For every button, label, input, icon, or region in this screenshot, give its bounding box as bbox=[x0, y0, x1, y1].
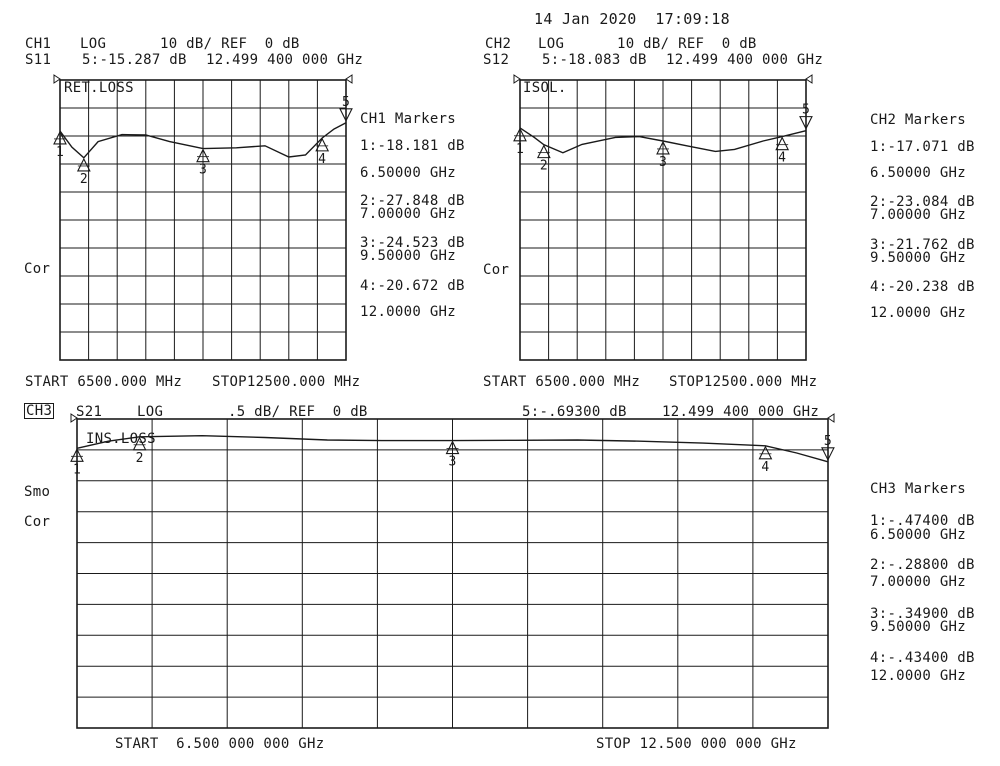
ch2-marker-4 bbox=[776, 138, 788, 150]
ch1-marker-4 bbox=[316, 139, 328, 151]
ch2-marker3-freq: 9.50000 GHz bbox=[870, 250, 967, 266]
ch2-marker-5-label: 5 bbox=[801, 102, 810, 118]
ch3-stop: STOP 12.500 000 000 GHz bbox=[596, 736, 797, 752]
ch3-marker-4-label: 4 bbox=[761, 459, 770, 475]
ch1-marker-4-label: 4 bbox=[318, 151, 326, 167]
timestamp: 14 Jan 2020 17:09:18 bbox=[534, 10, 730, 28]
ch2-marker2-freq: 7.00000 GHz bbox=[870, 207, 967, 223]
ch1-marker1-freq: 6.50000 GHz bbox=[360, 165, 457, 181]
ch3-marker-5-label: 5 bbox=[823, 433, 832, 449]
ch3-marker-3-label: 3 bbox=[448, 454, 457, 470]
ch2-ref-right-icon bbox=[806, 75, 812, 83]
ch3-marker3-freq: 9.50000 GHz bbox=[870, 619, 967, 635]
ch3-marker-2-label: 2 bbox=[135, 450, 144, 466]
ch1-marker-2-label: 2 bbox=[79, 171, 88, 187]
ch3-label: CH3 bbox=[26, 403, 53, 419]
ch3-trace-label: INS.LOSS bbox=[86, 431, 156, 447]
ch3-marker-2 bbox=[134, 438, 146, 450]
ch3-side-smo: Smo bbox=[24, 484, 51, 500]
ch3-marker2-freq: 7.00000 GHz bbox=[870, 574, 967, 590]
ch1-marker-5-label: 5 bbox=[341, 94, 350, 110]
ch1-marker3-freq: 9.50000 GHz bbox=[360, 248, 457, 264]
ch3-format: LOG bbox=[137, 404, 164, 420]
ch1-ref-right-icon bbox=[346, 75, 352, 83]
ch1-marker5-readout: 5:-15.287 dB bbox=[82, 52, 187, 68]
ch2-marker5-freq: 12.499 400 000 GHz bbox=[666, 52, 824, 68]
ch1-side-cor: Cor bbox=[24, 261, 51, 277]
ch1-marker-1-label: 1 bbox=[56, 144, 64, 160]
ch1-format: LOG bbox=[80, 36, 107, 52]
ch1-markers-title: CH1 Markers bbox=[360, 111, 457, 127]
ch3-marker4-value: 4:-.43400 dB bbox=[870, 650, 975, 666]
ch1-marker4-freq: 12.0000 GHz bbox=[360, 304, 457, 320]
ch3-start: START 6.500 000 000 GHz bbox=[115, 736, 325, 752]
ch1-marker-2 bbox=[78, 159, 90, 171]
ch2-marker-2-label: 2 bbox=[539, 158, 548, 174]
ch2-param: S12 bbox=[483, 52, 510, 68]
ch1-label: CH1 bbox=[25, 36, 52, 52]
ch3-marker5-freq: 12.499 400 000 GHz bbox=[662, 404, 820, 420]
ch2-marker-1-label: 1 bbox=[516, 141, 524, 157]
ch2-marker-3-label: 3 bbox=[659, 154, 667, 170]
ch1-ref-left-icon bbox=[54, 75, 60, 83]
ch3-param: S21 bbox=[76, 404, 103, 420]
ch3-ref-left-icon bbox=[71, 414, 77, 422]
ch2-markers-title: CH2 Markers bbox=[870, 112, 967, 128]
ch1-start: START 6500.000 MHz bbox=[25, 374, 183, 390]
ch2-format: LOG bbox=[538, 36, 565, 52]
ch2-marker4-freq: 12.0000 GHz bbox=[870, 305, 967, 321]
ch3-side-cor: Cor bbox=[24, 514, 51, 530]
ch1-param: S11 bbox=[25, 52, 52, 68]
ch1-marker5-freq: 12.499 400 000 GHz bbox=[206, 52, 364, 68]
ch3-marker1-value: 1:-.47400 dB bbox=[870, 513, 975, 529]
ch2-marker-2 bbox=[538, 146, 550, 158]
ch2-scale: 10 dB/ REF 0 dB bbox=[617, 36, 757, 52]
ch2-marker5-readout: 5:-18.083 dB bbox=[542, 52, 647, 68]
ch2-marker1-value: 1:-17.071 dB bbox=[870, 139, 975, 155]
ch1-stop: STOP12500.000 MHz bbox=[212, 374, 361, 390]
ch1-trace-label: RET.LOSS bbox=[64, 80, 134, 96]
ch3-markers-title: CH3 Markers bbox=[870, 481, 967, 497]
ch2-start: START 6500.000 MHz bbox=[483, 374, 641, 390]
ch1-marker1-value: 1:-18.181 dB bbox=[360, 138, 465, 154]
ch3-marker3-value: 3:-.34900 dB bbox=[870, 606, 975, 622]
ch3-marker4-freq: 12.0000 GHz bbox=[870, 668, 967, 684]
ch3-ref-right-icon bbox=[828, 414, 834, 422]
ch1-marker2-freq: 7.00000 GHz bbox=[360, 206, 457, 222]
ch3-marker-4 bbox=[759, 447, 771, 459]
ch3-marker-1-label: 1 bbox=[73, 462, 81, 478]
ch3-marker2-value: 2:-.28800 dB bbox=[870, 557, 975, 573]
ch2-ref-left-icon bbox=[514, 75, 520, 83]
ch1-marker-3-label: 3 bbox=[199, 162, 207, 178]
ch3-marker1-freq: 6.50000 GHz bbox=[870, 527, 967, 543]
ch2-trace-label: ISOL. bbox=[523, 80, 567, 96]
ch3-scale: .5 dB/ REF 0 dB bbox=[228, 404, 368, 420]
ch2-marker2-value: 2:-23.084 dB bbox=[870, 194, 975, 210]
ch3-marker5-readout: 5:-.69300 dB bbox=[522, 404, 627, 420]
ch2-side-cor: Cor bbox=[483, 262, 510, 278]
ch2-stop: STOP12500.000 MHz bbox=[669, 374, 818, 390]
ch2-marker-4-label: 4 bbox=[778, 150, 786, 166]
ch1-marker4-value: 4:-20.672 dB bbox=[360, 278, 465, 294]
ch2-marker4-value: 4:-20.238 dB bbox=[870, 279, 975, 295]
ch2-marker3-value: 3:-21.762 dB bbox=[870, 237, 975, 253]
ch1-marker2-value: 2:-27.848 dB bbox=[360, 193, 465, 209]
ch1-marker3-value: 3:-24.523 dB bbox=[360, 235, 465, 251]
ch2-label: CH2 bbox=[485, 36, 512, 52]
ch2-marker1-freq: 6.50000 GHz bbox=[870, 165, 967, 181]
ch1-scale: 10 dB/ REF 0 dB bbox=[160, 36, 300, 52]
